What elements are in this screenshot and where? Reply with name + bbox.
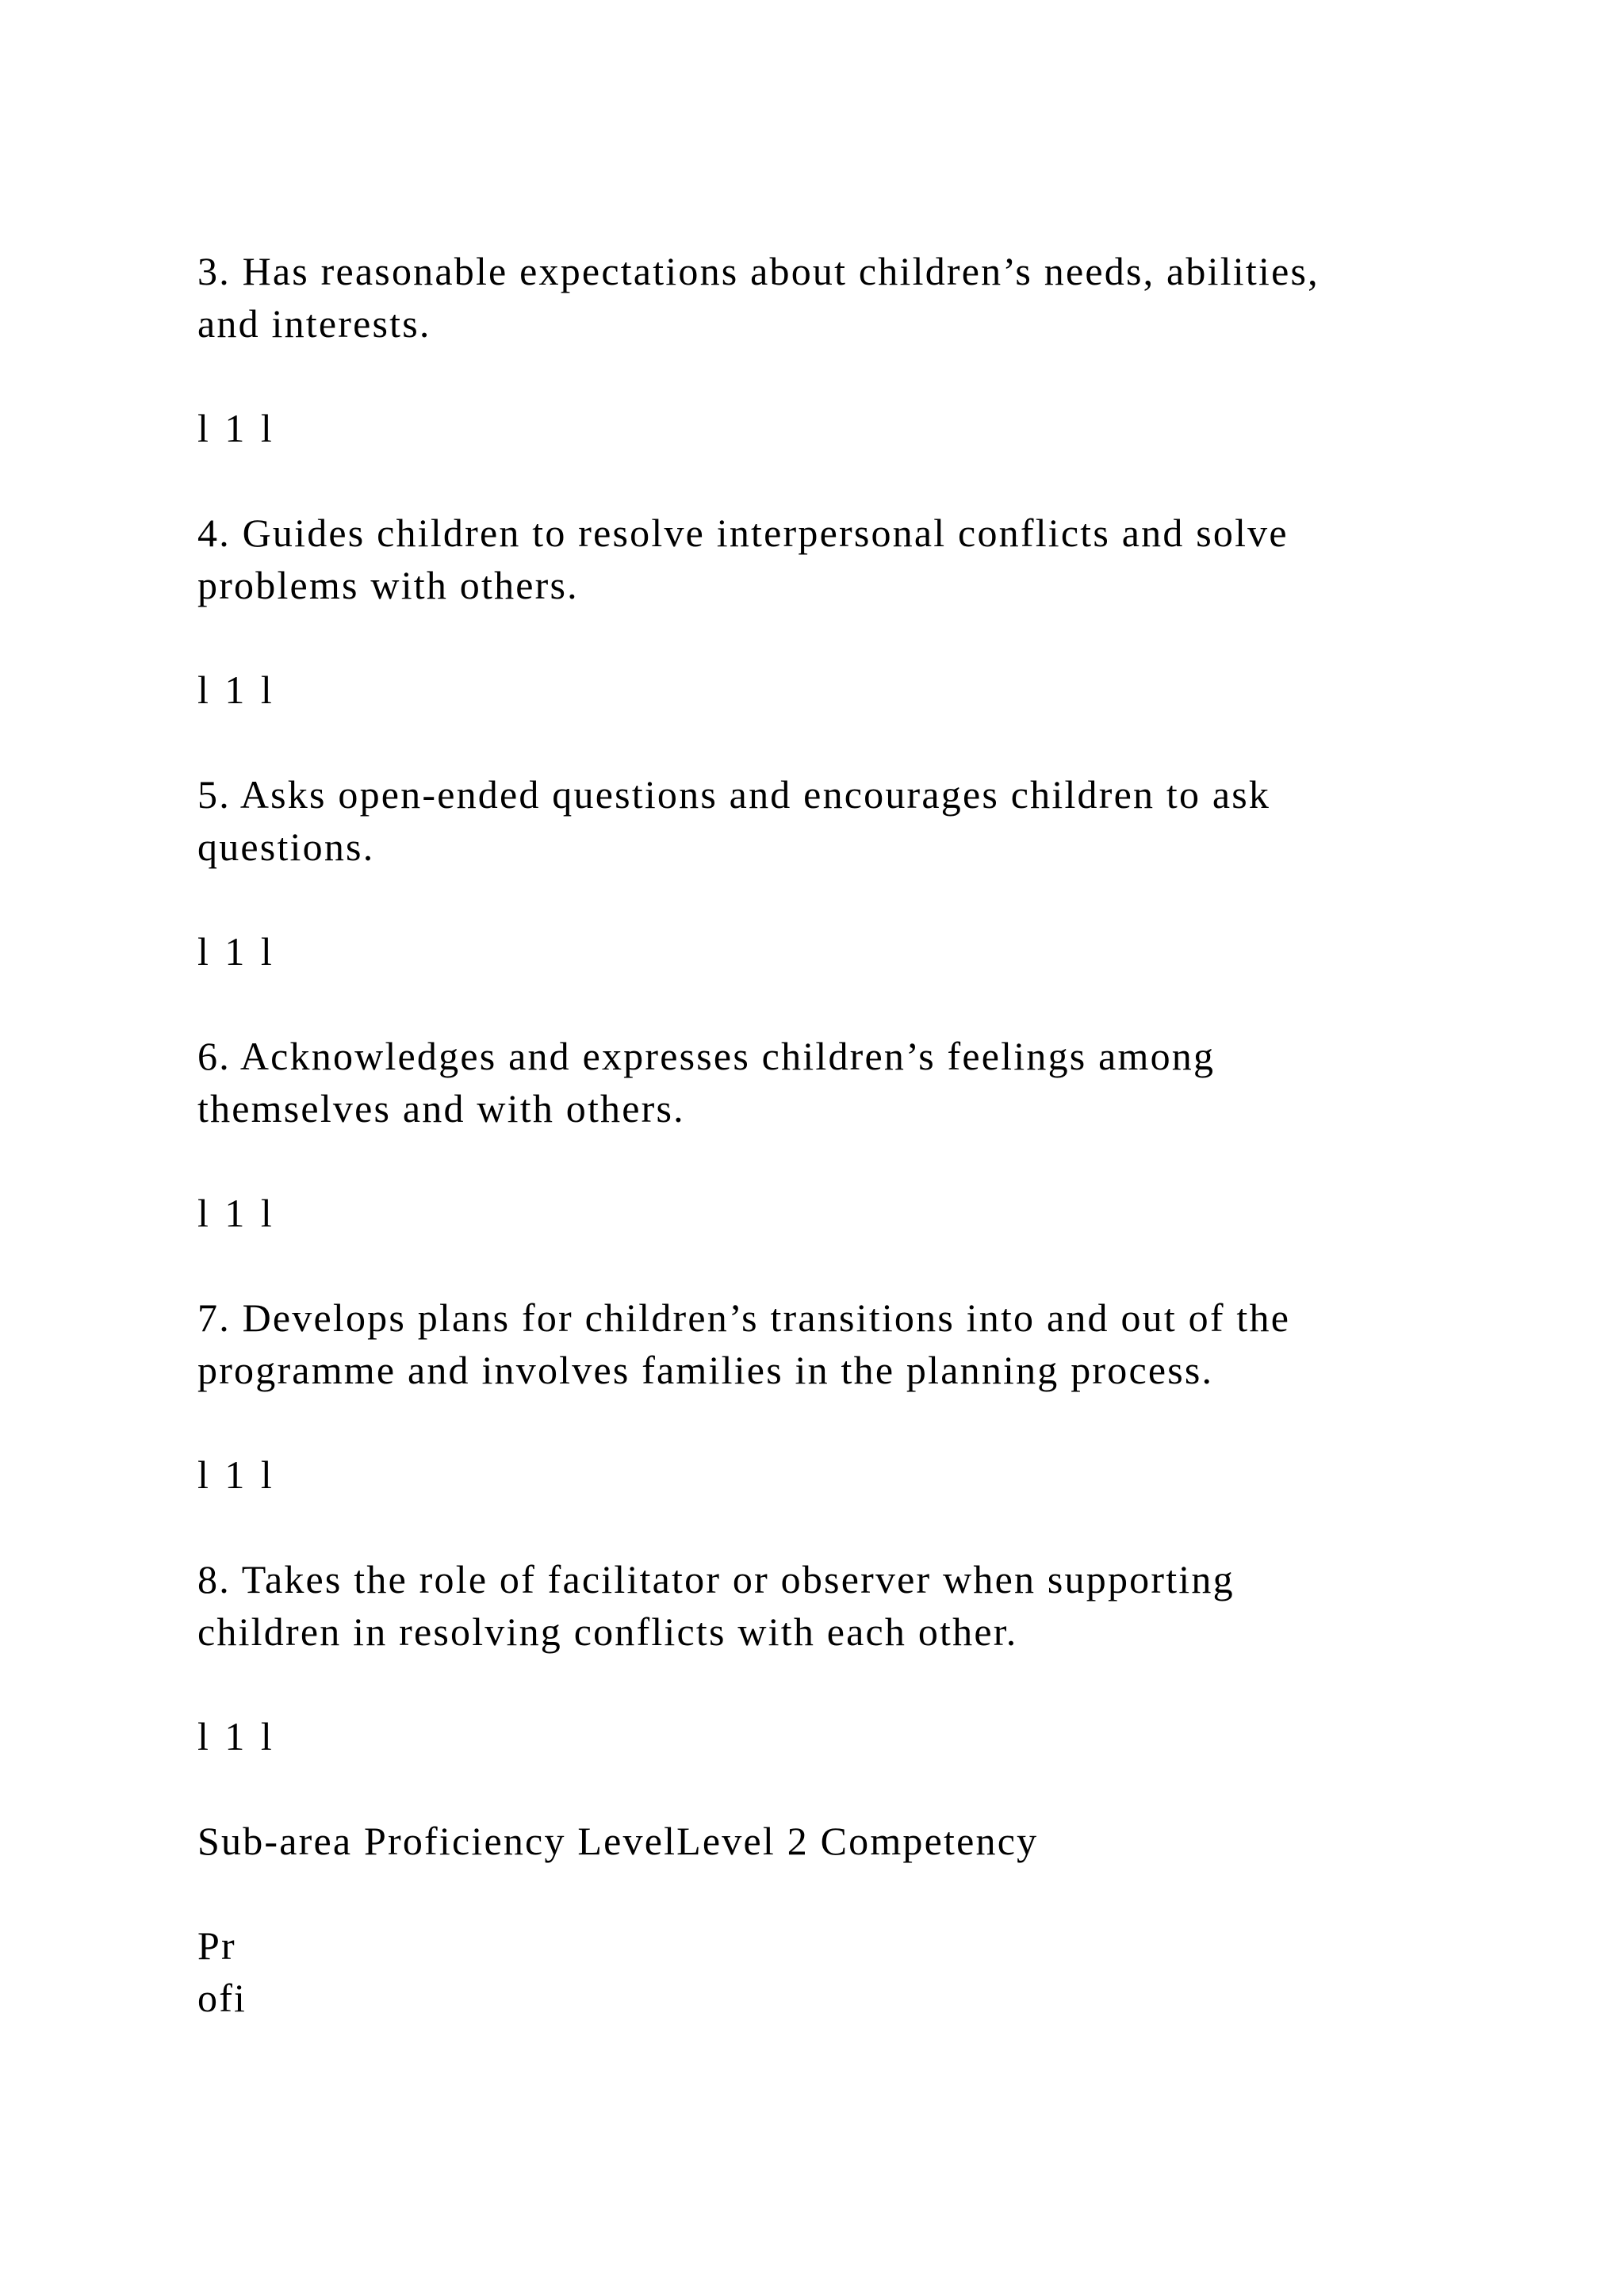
rating-marks: l 1 l [197,1191,275,1235]
competency-item-line: 8. Takes the role of facilitator or observer when supporting [197,1557,1235,1601]
competency-item-text [197,1292,1514,1396]
rating-marks: l 1 l [197,1714,275,1758]
competency-item-line: 4. Guides children to resolve interpersonal conflicts and solve [197,511,1289,555]
competency-item-text [197,1553,1514,1658]
competency-item-line: 7. Develops plans for children’s transitions into and out of the [197,1295,1291,1340]
competency-item-line: 3. Has reasonable expectations about children’s needs, abilities, [197,249,1320,293]
text-fragment [197,1919,1514,2024]
competency-item-text [197,768,1514,873]
competency-item-line: questions. [197,825,375,869]
text-fragment-line: ofi [197,1976,247,2020]
rating-marks: l 1 l [197,668,275,712]
spacer [197,1867,1514,1919]
competency-item [197,1292,1514,1501]
competency-item-text [197,507,1514,611]
competency-item-text [197,1030,1514,1135]
rating-marks: l 1 l [197,406,275,450]
competency-item-line: 5. Asks open-ended questions and encourages children to ask [197,772,1271,817]
competency-item [197,1553,1514,1762]
rating-marks: l 1 l [197,929,275,974]
sub-area-heading: Sub-area Proficiency LevelLevel 2 Competency [197,1819,1039,1863]
rating-marks: l 1 l [197,1452,275,1497]
competency-item [197,768,1514,978]
document-content [197,245,1514,2024]
text-fragment-line: Pr [197,1923,236,1968]
competency-item-line: and interests. [197,301,431,346]
competency-item-line: problems with others. [197,563,579,607]
competency-item [197,1030,1514,1239]
competency-item [197,507,1514,716]
competency-item [197,245,1514,454]
competency-item-text [197,245,1514,350]
competency-item-line: programme and involves families in the planning process. [197,1348,1214,1392]
competency-item-line: children in resolving conflicts with each other. [197,1609,1018,1654]
competency-item-line: 6. Acknowledges and expresses children’s feelings among [197,1034,1216,1078]
competency-item-line: themselves and with others. [197,1086,685,1131]
